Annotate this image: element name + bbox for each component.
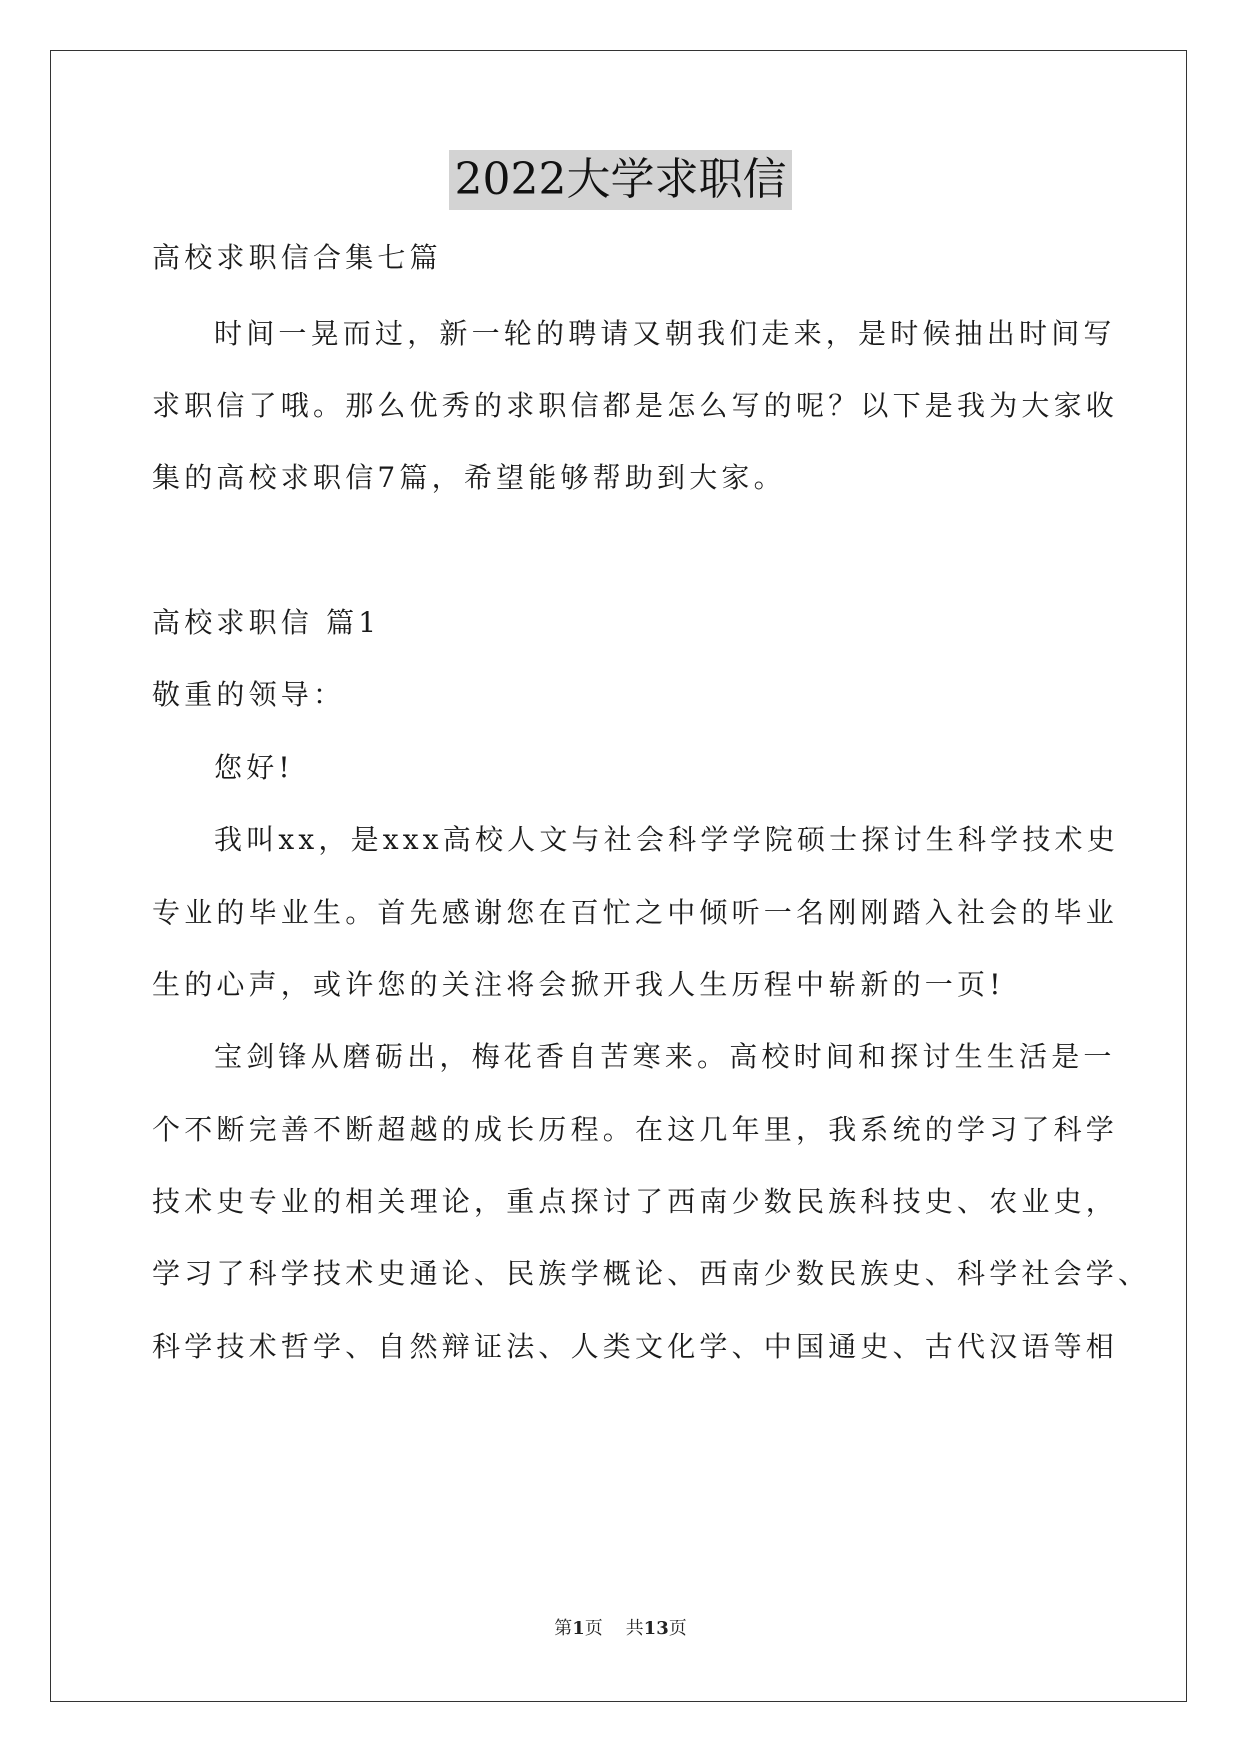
subtitle: 高校求职信合集七篇 [152,241,442,274]
page-prefix: 第 [554,1618,573,1639]
para2-line-2: 个不断完善不断超越的成长历程。在这几年里，我系统的学习了科学 [152,1113,1119,1146]
para2-line-4: 学习了科学技术史通论、民族学概论、西南少数民族史、科学社会学、 [152,1257,1151,1290]
salutation: 敬重的领导： [152,678,346,711]
greeting: 您好! [214,751,294,784]
para1-line-2: 专业的毕业生。首先感谢您在百忙之中倾听一名刚刚踏入社会的毕业 [152,896,1119,929]
intro-line-2: 求职信了哦。那么优秀的求职信都是怎么写的呢？以下是我为大家收 [152,389,1119,422]
total-pages: 13 [643,1618,669,1639]
page-number: 1 [572,1618,585,1639]
section-heading: 高校求职信 篇1 [152,606,381,639]
total-suffix: 页 [668,1618,687,1639]
intro-line-3: 集的高校求职信7篇，希望能够帮助到大家。 [152,461,786,494]
para1-line-1: 我叫xx，是xxx高校人文与社会科学学院硕士探讨生科学技术史 [214,823,1119,856]
page-suffix: 页 [584,1618,603,1639]
document-title: 2022大学求职信 [449,150,793,210]
page-border [50,50,1187,1702]
para2-line-3: 技术史专业的相关理论，重点探讨了西南少数民族科技史、农业史， [152,1185,1119,1218]
para2-line-1: 宝剑锋从磨砺出，梅花香自苦寒来。高校时间和探讨生生活是一 [214,1040,1116,1073]
para2-line-5: 科学技术哲学、自然辩证法、人类文化学、中国通史、古代汉语等相 [152,1330,1119,1363]
document-title-container [0,150,1241,210]
para1-line-3: 生的心声，或许您的关注将会掀开我人生历程中崭新的一页! [152,968,1005,1001]
total-prefix: 共 [625,1618,644,1639]
page-footer [0,1617,1241,1641]
intro-line-1: 时间一晃而过，新一轮的聘请又朝我们走来，是时候抽出时间写 [214,317,1116,350]
